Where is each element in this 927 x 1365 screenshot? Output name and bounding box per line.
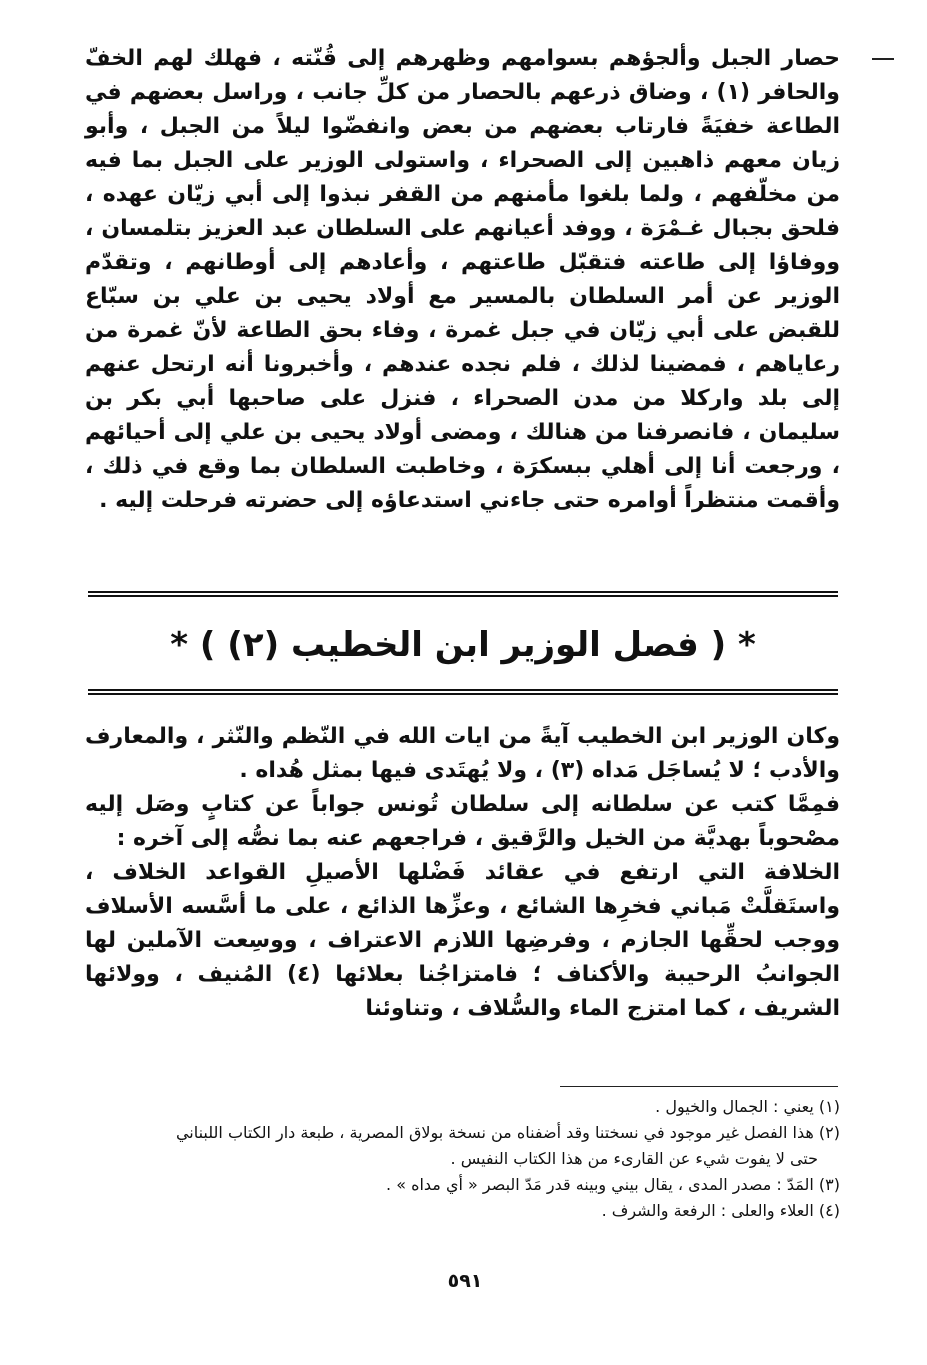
footnote-2-continuation: حتى لا يفوت شيء عن القارىء من هذا الكتاب النفيس . bbox=[450, 1149, 818, 1168]
footnote-2: (٢) هذا الفصل غير موجود في نسختنا وقد أضفناه من نسخة بولاق المصرية ، طبعة دار الكتاب اللبناني bbox=[175, 1123, 840, 1142]
main-text-block-1 bbox=[85, 42, 840, 518]
page-number: ٥٩١ bbox=[447, 1270, 483, 1292]
section-divider-top bbox=[88, 591, 838, 597]
margin-dash bbox=[872, 58, 894, 60]
paragraph: وكان الوزير ابن الخطيب آيةً من ايات الله في النّظم والنّثر ، والمعارف والأدب ؛ لا يُساجَل مَداه (٣) ، ولا يُهتَدى فيها بمثل هُداه . bbox=[85, 724, 840, 783]
paragraph: فمِمَّا كتب عن سلطانه إلى سلطان تُونس جواباً عن كتابٍ وصَل إليه مصْحوباً بهديَّة من الخيل والرَّقيق ، فراجعهم عنه بما نصُّه إلى آخره : bbox=[85, 792, 840, 851]
main-text-block-2 bbox=[85, 720, 840, 1026]
paragraph: حصار الجبل وألجؤهم بسوامهم وظهرهم إلى قُنّته ، فهلك لهم الخفّ والحافر (١) ، وضاق ذرعهم بالحصار من كلِّ جانب ، وراسل بعضهم في الطاعة خفيَةً فارتاب بعضهم من بعض وانفضّوا ليلاً من الجبل ، وأبو زيان معهم ذاهبين إلى الصحراء ، واستولى الوزير على الجبل بما فيه من مخلّفهم ، ولما بلغوا مأمنهم من القفر نبذوا إلى أبي زيّان عهده ، فلحق بجبال غـمْرَة ، ووفد أعيانهم على السلطان عبد العزيز بتلمسان ، ووفاؤا إلى طاعته فتقبّل طاعتهم ، وأعادهم إلى أوطانهم ، وتقدّم الوزير عن أمر السلطان بالمسير مع أولاد يحيى بن علي بن سبّاع للقبض على أبي زيّان في جبل غمرة ، وفاء بحق الطاعة لأنّ غمرة من رعاياهم ، فمضينا لذلك ، فلم نجده عندهم ، وأخبرونا أنه ارتحل عنهم إلى بلد واركلا من مدن الصحراء ، فنزل على صاحبها أبي بكر بن سليمان ، فانصرفنا من هنالك ، ومضى أولاد يحيى بن علي إلى أحيائهم ، ورجعت أنا إلى أهلي ببسكرَة ، وخاطبت السلطان بما وقع في ذلك ، وأقمت منتظراً أوامره حتى جاءني استدعاؤه إلى حضرته فرحلت إليه . bbox=[85, 46, 840, 513]
footnote-1: (١) يعني : الجمال والخيول . bbox=[655, 1097, 840, 1116]
footnote-3: (٣) المَدّ : مصدر المدى ، يقال بيني وبينه قدر مَدّ البصر « أي مداه » . bbox=[386, 1175, 840, 1194]
footnote-separator bbox=[560, 1086, 838, 1087]
footnotes bbox=[85, 1094, 840, 1224]
paragraph: الخلافة التي ارتفع في عقائد فَضْلها الأصيلِ القواعد الخلاف ، واستَقلَّتْ مَباني فخرِها الشائع ، وعزِّها الذائع ، على ما أسَّسه الأسلاف ووجب لحقِّها الجازم ، وفرضِها اللازم الاعتراف ، ووسِعت الآملين لها الجوانبُ الرحيبة والأكناف ؛ فامتزاجُنا بعلائها (٤) المُنيف ، وولائها الشريف ، كما امتزج الماء والسُّلاف ، وتناوئنا bbox=[85, 860, 840, 1021]
section-divider-bottom bbox=[88, 689, 838, 695]
section-title: * ( فصل الوزير ابن الخطيب (٢) ) * bbox=[170, 625, 756, 665]
footnote-4: (٤) العلاء والعلى : الرفعة والشرف . bbox=[601, 1201, 840, 1220]
